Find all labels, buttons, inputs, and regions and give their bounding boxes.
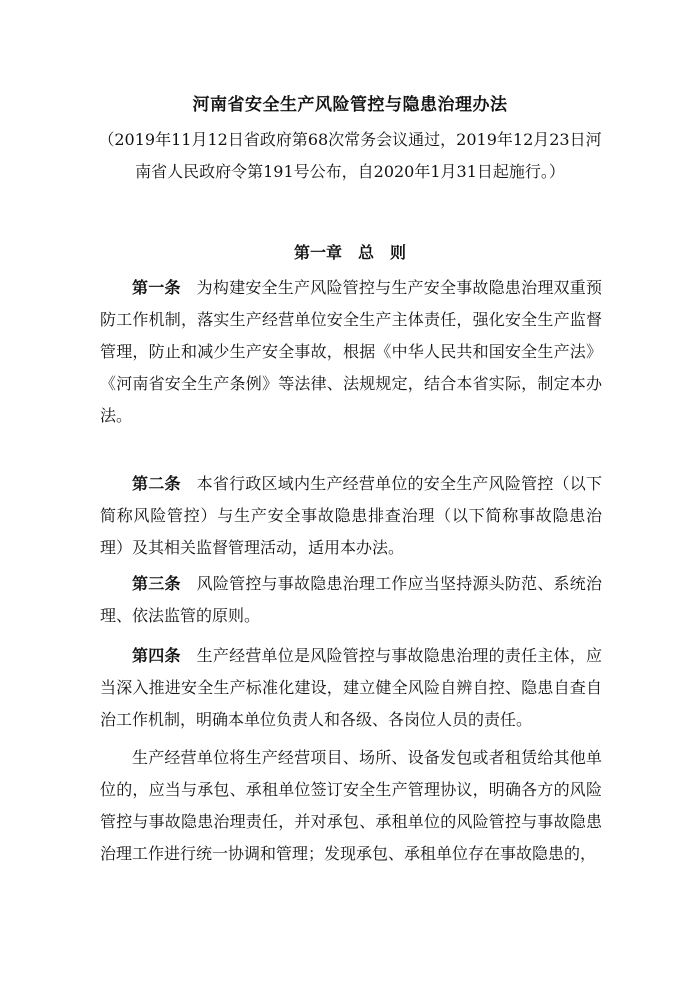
article-number: 第四条 xyxy=(132,646,181,665)
article-number: 第二条 xyxy=(132,474,181,493)
continuation-paragraph xyxy=(100,742,602,870)
article-text: 风险管控与事故隐患治理工作应当坚持源头防范、系统治理、依法监管的原则。 xyxy=(100,574,602,625)
article-paragraph xyxy=(100,640,602,736)
document-adoption-note: （2019年11月12日省政府第68次常务会议通过，2019年12月23日河南省人民政府令第191号公布，自2020年1月31日起施行。） xyxy=(98,130,602,181)
article-text: 本省行政区域内生产经营单位的安全生产风险管控（以下简称风险管控）与生产安全事故隐患排查治理（以下简称事故隐患治理）及其相关监督管理活动，适用本办法。 xyxy=(100,474,602,557)
article-number: 第三条 xyxy=(132,574,181,593)
paragraph-text: 生产经营单位将生产经营项目、场所、设备发包或者租赁给其他单位的，应当与承包、承租单位签订安全生产管理协议，明确各方的风险管控与事故隐患治理责任，并对承包、承租单位的风险管控与事故隐患治理工作进行统一协调和管理；发现承包、承租单位存在事故隐患的， xyxy=(100,748,602,863)
article-text: 生产经营单位是风险管控与事故隐患治理的责任主体，应当深入推进安全生产标准化建设，建立健全风险自辨自控、隐患自查自治工作机制，明确本单位负责人和各级、各岗位人员的责任。 xyxy=(100,646,602,729)
article-paragraph xyxy=(100,568,602,632)
article-text: 为构建安全生产风险管控与生产安全事故隐患治理双重预防工作机制，落实生产经营单位安全生产主体责任，强化安全生产监督管理，防止和减少生产安全事故，根据《中华人民共和国安全生产法》《河南省安全生产条例》等法律、法规规定，结合本省实际，制定本办法。 xyxy=(100,278,602,425)
document-title: 河南省安全生产风险管控与隐患治理办法 xyxy=(192,95,508,115)
article-paragraph xyxy=(100,468,602,564)
chapter-title: 第一章 总 则 xyxy=(293,243,406,262)
article-paragraph xyxy=(100,272,602,432)
article-number: 第一条 xyxy=(132,278,181,297)
